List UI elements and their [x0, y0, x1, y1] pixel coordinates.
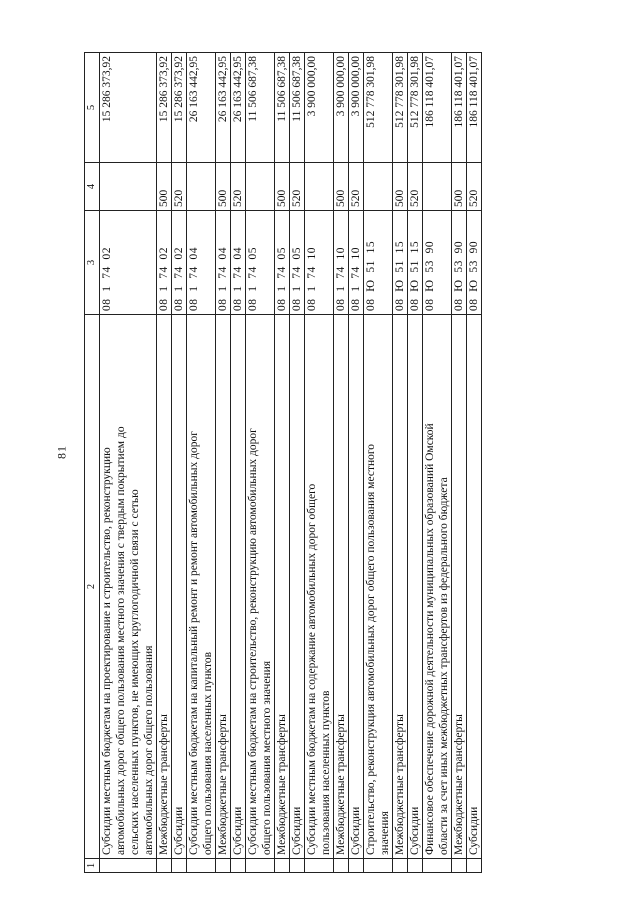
row-number-cell — [423, 859, 452, 873]
amount-cell: 512 778 301,98 — [364, 53, 393, 163]
amount-cell: 15 286 373,92 — [157, 53, 172, 163]
amount-cell: 11 506 687,38 — [246, 53, 275, 163]
description-cell: Субсидии местным бюджетам на проектирование и строительство, реконструкцию автомобильных дорог общего пользования местного значения с твердым покрытием до сельских населенных пунктов, не имеющих круглогодичной связи с сетью автомобильных дорог общего пользования — [100, 315, 157, 859]
table-row — [172, 53, 187, 873]
table-row — [349, 53, 364, 873]
row-number-cell — [364, 859, 393, 873]
description-cell: Межбюджетные трансферты — [393, 315, 408, 859]
amount-cell: 15 286 373,92 — [172, 53, 187, 163]
description-cell: Субсидии — [349, 315, 364, 859]
type-cell: 520 — [231, 163, 246, 211]
type-cell: 520 — [408, 163, 423, 211]
table-row — [364, 53, 393, 873]
row-number-cell — [157, 859, 172, 873]
description-cell: Межбюджетные трансферты — [334, 315, 349, 859]
row-number-cell — [334, 859, 349, 873]
type-cell: 520 — [290, 163, 305, 211]
type-cell: 520 — [172, 163, 187, 211]
type-cell — [187, 163, 216, 211]
description-cell: Финансовое обеспечение дорожной деятельности муниципальных образований Омской области за счет иных межбюджетных трансфертов из федерального бюджета — [423, 315, 452, 859]
description-cell: Субсидии — [290, 315, 305, 859]
table-row — [187, 53, 216, 873]
code-cell: 08 1 74 05 — [246, 211, 275, 315]
type-cell — [364, 163, 393, 211]
amount-cell: 186 118 401,07 — [467, 53, 482, 163]
row-number-cell — [187, 859, 216, 873]
amount-cell: 186 118 401,07 — [423, 53, 452, 163]
type-cell: 500 — [334, 163, 349, 211]
row-number-cell — [467, 859, 482, 873]
table-body — [85, 53, 482, 873]
description-cell: Субсидии местным бюджетам на капитальный ремонт и ремонт автомобильных дорог общего пользования населенных пунктов — [187, 315, 216, 859]
code-cell: 08 1 74 02 — [172, 211, 187, 315]
code-cell: 08 1 74 02 — [157, 211, 172, 315]
amount-cell: 512 778 301,98 — [393, 53, 408, 163]
table-row — [393, 53, 408, 873]
code-cell: 08 Ю 51 15 — [408, 211, 423, 315]
table-row — [290, 53, 305, 873]
header-cell-2: 2 — [85, 315, 100, 859]
code-cell: 08 Ю 51 15 — [393, 211, 408, 315]
table-row — [305, 53, 334, 873]
table-row — [275, 53, 290, 873]
description-cell: Субсидии — [231, 315, 246, 859]
amount-cell: 3 900 000,00 — [349, 53, 364, 163]
header-cell-3: 3 — [85, 211, 100, 315]
code-cell: 08 1 74 05 — [275, 211, 290, 315]
type-cell: 500 — [157, 163, 172, 211]
page-number: 81 — [54, 445, 69, 459]
row-number-cell — [172, 859, 187, 873]
header-cell-1: 1 — [85, 859, 100, 873]
description-cell: Межбюджетные трансферты — [157, 315, 172, 859]
type-cell: 500 — [393, 163, 408, 211]
amount-cell: 512 778 301,98 — [408, 53, 423, 163]
type-cell — [246, 163, 275, 211]
table-row — [467, 53, 482, 873]
code-cell: 08 Ю 53 90 — [467, 211, 482, 315]
table-row — [216, 53, 231, 873]
row-number-cell — [393, 859, 408, 873]
description-cell: Субсидии местным бюджетам на содержание автомобильных дорог общего пользования населенных пунктов — [305, 315, 334, 859]
description-cell: Межбюджетные трансферты — [275, 315, 290, 859]
table-row — [408, 53, 423, 873]
header-row — [85, 53, 100, 873]
row-number-cell — [452, 859, 467, 873]
table-row — [452, 53, 467, 873]
table-row — [334, 53, 349, 873]
table-row — [100, 53, 157, 873]
amount-cell: 11 506 687,38 — [290, 53, 305, 163]
code-cell: 08 Ю 53 90 — [452, 211, 467, 315]
rotated-table-wrapper — [84, 53, 534, 873]
type-cell: 520 — [349, 163, 364, 211]
code-cell: 08 1 74 04 — [216, 211, 231, 315]
amount-cell: 3 900 000,00 — [305, 53, 334, 163]
header-cell-4: 4 — [85, 163, 100, 211]
header-cell-5: 5 — [85, 53, 100, 163]
row-number-cell — [349, 859, 364, 873]
code-cell: 08 1 74 04 — [187, 211, 216, 315]
type-cell — [100, 163, 157, 211]
row-number-cell — [216, 859, 231, 873]
row-number-cell — [305, 859, 334, 873]
type-cell: 500 — [216, 163, 231, 211]
description-cell: Субсидии местным бюджетам на строительство, реконструкцию автомобильных дорог общего пользования местного значения — [246, 315, 275, 859]
code-cell: 08 1 74 10 — [349, 211, 364, 315]
amount-cell: 26 163 442,95 — [187, 53, 216, 163]
amount-cell: 15 286 373,92 — [100, 53, 157, 163]
type-cell — [305, 163, 334, 211]
description-cell: Межбюджетные трансферты — [216, 315, 231, 859]
type-cell: 500 — [452, 163, 467, 211]
description-cell: Межбюджетные трансферты — [452, 315, 467, 859]
type-cell: 500 — [275, 163, 290, 211]
code-cell: 08 1 74 02 — [100, 211, 157, 315]
table-row — [246, 53, 275, 873]
row-number-cell — [246, 859, 275, 873]
amount-cell: 26 163 442,95 — [216, 53, 231, 163]
code-cell: 08 1 74 10 — [305, 211, 334, 315]
description-cell: Субсидии — [467, 315, 482, 859]
code-cell: 08 1 74 04 — [231, 211, 246, 315]
table-row — [231, 53, 246, 873]
amount-cell: 3 900 000,00 — [334, 53, 349, 163]
code-cell: 08 1 74 05 — [290, 211, 305, 315]
amount-cell: 11 506 687,38 — [275, 53, 290, 163]
description-cell: Субсидии — [172, 315, 187, 859]
code-cell: 08 Ю 51 15 — [364, 211, 393, 315]
amount-cell: 26 163 442,95 — [231, 53, 246, 163]
code-cell: 08 1 74 10 — [334, 211, 349, 315]
amount-cell: 186 118 401,07 — [452, 53, 467, 163]
row-number-cell — [275, 859, 290, 873]
description-cell: Субсидии — [408, 315, 423, 859]
budget-table — [84, 52, 482, 873]
row-number-cell — [408, 859, 423, 873]
table-row — [157, 53, 172, 873]
table-row — [423, 53, 452, 873]
type-cell — [423, 163, 452, 211]
row-number-cell — [100, 859, 157, 873]
description-cell: Строительство, реконструкция автомобильных дорог общего пользования местного значения — [364, 315, 393, 859]
row-number-cell — [290, 859, 305, 873]
type-cell: 520 — [467, 163, 482, 211]
row-number-cell — [231, 859, 246, 873]
code-cell: 08 Ю 53 90 — [423, 211, 452, 315]
